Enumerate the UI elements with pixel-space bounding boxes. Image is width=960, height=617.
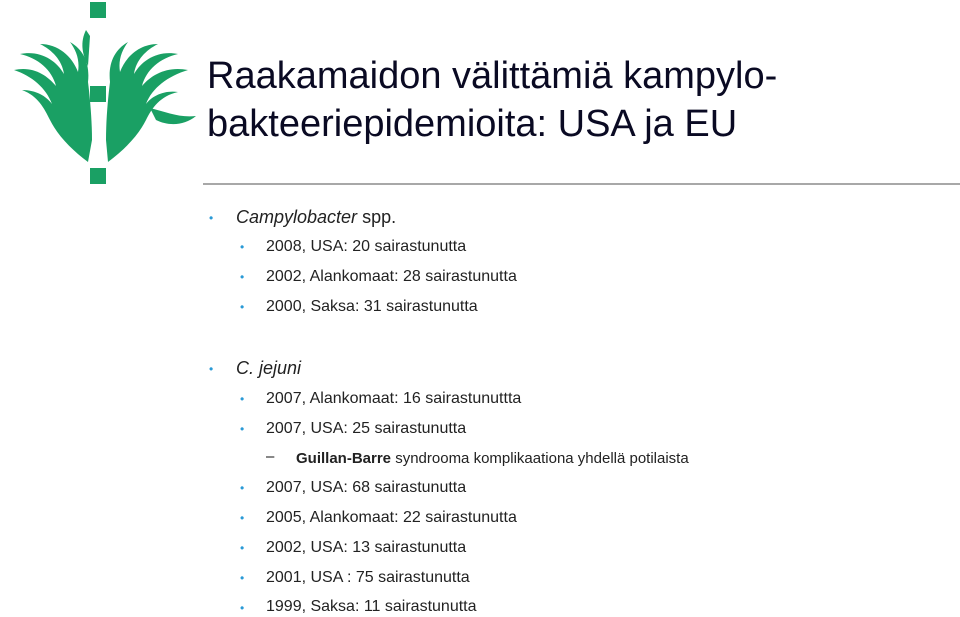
sub-note [296,449,689,468]
list-item: 2007, Alankomaat: 16 sairastunuttta [266,390,522,407]
bullet-icon: • [209,211,214,225]
list-item: 2008, USA: 20 sairastunutta [266,238,467,255]
list-item: 2005, Alankomaat: 22 sairastunutta [266,509,517,526]
bullet-icon: • [240,571,245,585]
bullet-icon: • [240,541,245,555]
section-heading-suffix: spp. [357,207,397,227]
bullet-icon: • [240,392,245,406]
sub-note-bold: Guillan-Barre [296,450,392,467]
list-item: 2007, USA: 68 sairastunutta [266,479,467,496]
dash-icon: – [266,448,275,465]
list-item: 1999, Saksa: 11 sairastunutta [266,598,477,615]
bullet-icon: • [240,511,245,525]
bullet-icon: • [240,422,245,436]
bullet-icon: • [240,300,245,314]
list-item: 2001, USA : 75 sairastunutta [266,569,470,586]
list-item: 2002, Alankomaat: 28 sairastunutta [266,268,517,285]
section-heading-campylobacter [236,206,396,228]
bullet-icon: • [209,362,214,376]
bullet-icon: • [240,481,245,495]
list-item: 2002, USA: 13 sairastunutta [266,539,467,556]
bullet-icon: • [240,240,245,254]
list-item: 2000, Saksa: 31 sairastunutta [266,298,478,315]
section-heading-c-jejuni: C. jejuni [236,358,302,378]
bullet-icon: • [240,270,245,284]
list-item: 2007, USA: 25 sairastunutta [266,420,467,437]
slide-title: Raakamaidon välittämiä kampylo-bakteeriepidemioita: USA ja EU [207,55,778,145]
bullet-icon: • [240,601,245,615]
sub-note-rest: syndrooma komplikaationa yhdellä potilaista [391,450,689,467]
section-heading-italic: Campylobacter [236,207,358,227]
